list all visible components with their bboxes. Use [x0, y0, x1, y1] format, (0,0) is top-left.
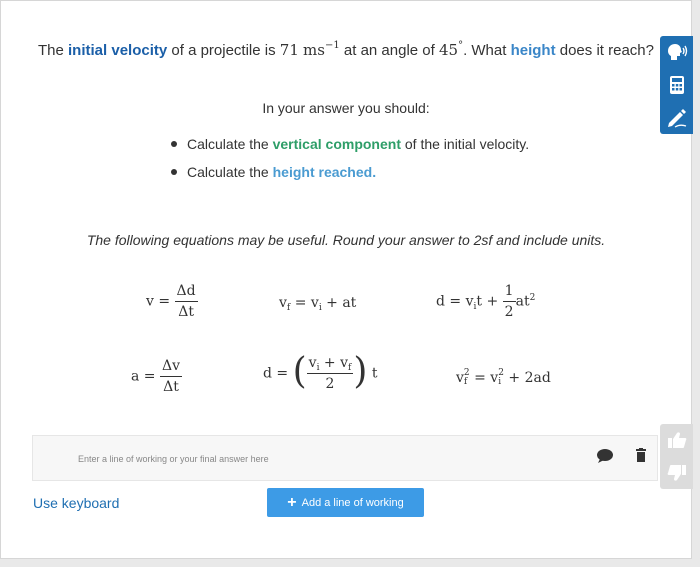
eq-part: v [308, 355, 317, 371]
eq-fraction [503, 283, 516, 320]
highlight-initial-velocity: initial velocity [68, 42, 168, 59]
eq-numerator: Δv [160, 358, 182, 377]
side-toolbar [660, 36, 693, 134]
angle-value: 45 [438, 41, 459, 59]
question-part: does it reach? [555, 42, 654, 59]
question-part: The [38, 42, 69, 59]
eq-subscript: f [286, 303, 291, 313]
bullet-icon [171, 141, 177, 147]
eq-numerator: Δd [175, 283, 198, 302]
eq-fraction [175, 283, 198, 320]
eq-part: at [515, 293, 530, 310]
equation-velocity [146, 283, 198, 320]
eq-part: + 2ad [503, 370, 551, 386]
answer-placeholder: Enter a line of working or your final answer here [78, 454, 269, 464]
eq-part: t + [476, 293, 503, 310]
add-line-label: Add a line of working [301, 496, 404, 509]
unit-exponent: −1 [324, 40, 340, 51]
question-part: of a projectile is [167, 42, 280, 59]
instruction-text: Calculate the [187, 136, 273, 152]
trash-icon[interactable] [636, 448, 646, 467]
highlight-height-reached: height reached. [272, 164, 377, 180]
eq-denominator: 2 [504, 304, 514, 320]
eq-subscript: f [348, 363, 352, 373]
eq-subscript: i [318, 303, 322, 313]
speed-unit: ms [303, 41, 325, 59]
highlight-vertical-component: vertical component [272, 136, 401, 152]
left-paren-icon: ( [292, 351, 307, 392]
bullet-icon [171, 169, 177, 175]
speed-value: 71 [279, 41, 299, 59]
eq-superscript: 2 [463, 368, 470, 378]
equation-acceleration [131, 358, 182, 395]
add-line-button[interactable] [267, 488, 424, 517]
eq-part: = v [290, 295, 319, 311]
instruction-list [171, 134, 529, 190]
question-text [1, 41, 691, 59]
eq-denominator: Δt [163, 379, 179, 395]
use-keyboard-link[interactable]: Use keyboard [33, 495, 120, 511]
eq-fraction [307, 355, 354, 392]
highlight-height: height [510, 42, 556, 59]
eq-denominator: 2 [325, 376, 335, 392]
instructions-title: In your answer you should: [262, 100, 430, 116]
speak-icon[interactable] [660, 36, 693, 68]
degree-symbol: ° [458, 40, 464, 51]
eq-part: + at [321, 295, 357, 311]
eq-subscript: i [498, 377, 502, 387]
eq-part: + v [319, 355, 349, 371]
eq-superscript: 2 [529, 292, 536, 303]
question-part: at an angle of [339, 42, 439, 59]
pencil-icon[interactable] [660, 102, 693, 134]
equation-average-displacement [263, 353, 378, 394]
eq-part: = v [469, 370, 499, 386]
eq-numerator [307, 355, 354, 374]
feedback-panel [660, 424, 693, 489]
instruction-text: Calculate the [187, 164, 273, 180]
instruction-item [171, 134, 529, 162]
instruction-text: of the initial velocity. [400, 136, 530, 152]
question-part: . What [463, 42, 511, 59]
plus-icon: + [287, 493, 297, 511]
hint-text: The following equations may be useful. Round your answer to 2sf and include units. [86, 232, 606, 248]
instruction-item [171, 162, 529, 190]
thumbs-up-icon[interactable] [660, 424, 693, 456]
eq-part: v [456, 370, 464, 386]
equation-final-velocity [279, 295, 356, 311]
equation-displacement [436, 283, 535, 320]
eq-lhs: d = [263, 365, 289, 382]
eq-subscript: i [473, 301, 477, 312]
thumbs-down-icon[interactable] [660, 457, 693, 489]
eq-part: v [279, 295, 287, 311]
answer-input[interactable] [32, 435, 658, 481]
eq-part: t [371, 365, 378, 382]
equation-velocity-squared [456, 369, 551, 387]
eq-denominator: Δt [178, 304, 194, 320]
eq-fraction [160, 358, 182, 395]
eq-subscript: f [463, 377, 468, 387]
eq-part: d = v [436, 293, 474, 310]
eq-lhs: v = [146, 293, 171, 310]
calculator-icon[interactable] [660, 69, 693, 101]
right-paren-icon: ) [353, 351, 368, 392]
chat-icon[interactable] [596, 448, 614, 469]
eq-superscript: 2 [498, 368, 504, 378]
eq-lhs: a = [131, 368, 156, 385]
eq-subscript: i [316, 363, 320, 373]
eq-numerator: 1 [503, 283, 516, 302]
